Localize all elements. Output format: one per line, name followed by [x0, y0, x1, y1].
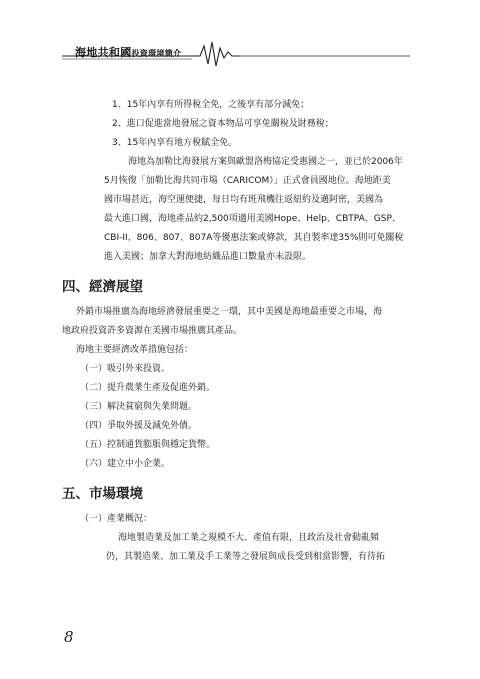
header-title: [75, 44, 181, 60]
paragraph-line: 海地為加勒比海發展方案與歐盟洛梅協定受惠國之一，並已於2006年: [128, 157, 403, 167]
paragraph-line: 海地製造業及加工業之規模不大、產值有限，且政治及社會動亂頻: [118, 533, 380, 543]
section-heading: 四、經濟展望: [62, 279, 143, 295]
page-content: [62, 96, 432, 567]
page-header: [0, 36, 480, 66]
header-title-sub: 投資環境簡介: [131, 49, 182, 58]
paragraph-line: 最大進口國，海地產品約2,500項適用美國Hope、Help、CBTPA、GSP、: [104, 214, 401, 224]
header-ecg-line-icon: [0, 36, 480, 66]
list-item: （四）爭取外援及減免外債。: [80, 421, 198, 431]
sub-heading: （一）產業概況：: [80, 514, 153, 524]
paragraph-line: CBI-II、806、807、807A等優惠法案或條款，其自製率達35%則可免關稅: [104, 233, 404, 243]
list-item: （三）解決貧窮與失業問題。: [80, 402, 198, 412]
section-heading: 五、市場環境: [62, 486, 143, 502]
list-item: 3、15年內享有地方稅賦全免。: [112, 138, 238, 148]
paragraph-line: 地政府投資許多資源在美國市場推廣其產品。: [62, 326, 243, 336]
page-number: 8: [64, 628, 74, 646]
list-item: （六）建立中小企業。: [80, 459, 171, 469]
paragraph-line: 5月恢復「加勒比海共同市場（CARICOM）」正式會員國地位。海地距美: [104, 176, 391, 186]
paragraph-line: 進入美國；加拿大對海地紡織品進口數量亦未設限。: [104, 252, 312, 262]
list-item: 1、15年內享有所得稅全免，之後享有部分減免；: [112, 100, 310, 110]
header-title-main: 海地共和國: [75, 46, 132, 59]
paragraph-line: 國市場甚近，海空運便捷，每日均有班飛機往返紐約及邁阿密，美國為: [104, 195, 384, 205]
list-item: 2、進口促進當地發展之資本物品可享免關稅及財務稅；: [112, 119, 334, 129]
list-item: （五）控制通貨膨脹與穩定貨幣。: [80, 440, 216, 450]
paragraph-line: 外銷市場推廣為海地經濟發展重要之一環，其中美國是海地最重要之市場，海: [76, 307, 383, 317]
paragraph-line: 海地主要經濟改革措施包括：: [76, 345, 194, 355]
paragraph-line: 仍，其製造業、加工業及手工業等之發展與成長受到相當影響，有待拓: [106, 552, 386, 562]
list-item: （一）吸引外來投資。: [80, 364, 171, 374]
list-item: （二）提升農業生產及促進外銷。: [80, 383, 216, 393]
